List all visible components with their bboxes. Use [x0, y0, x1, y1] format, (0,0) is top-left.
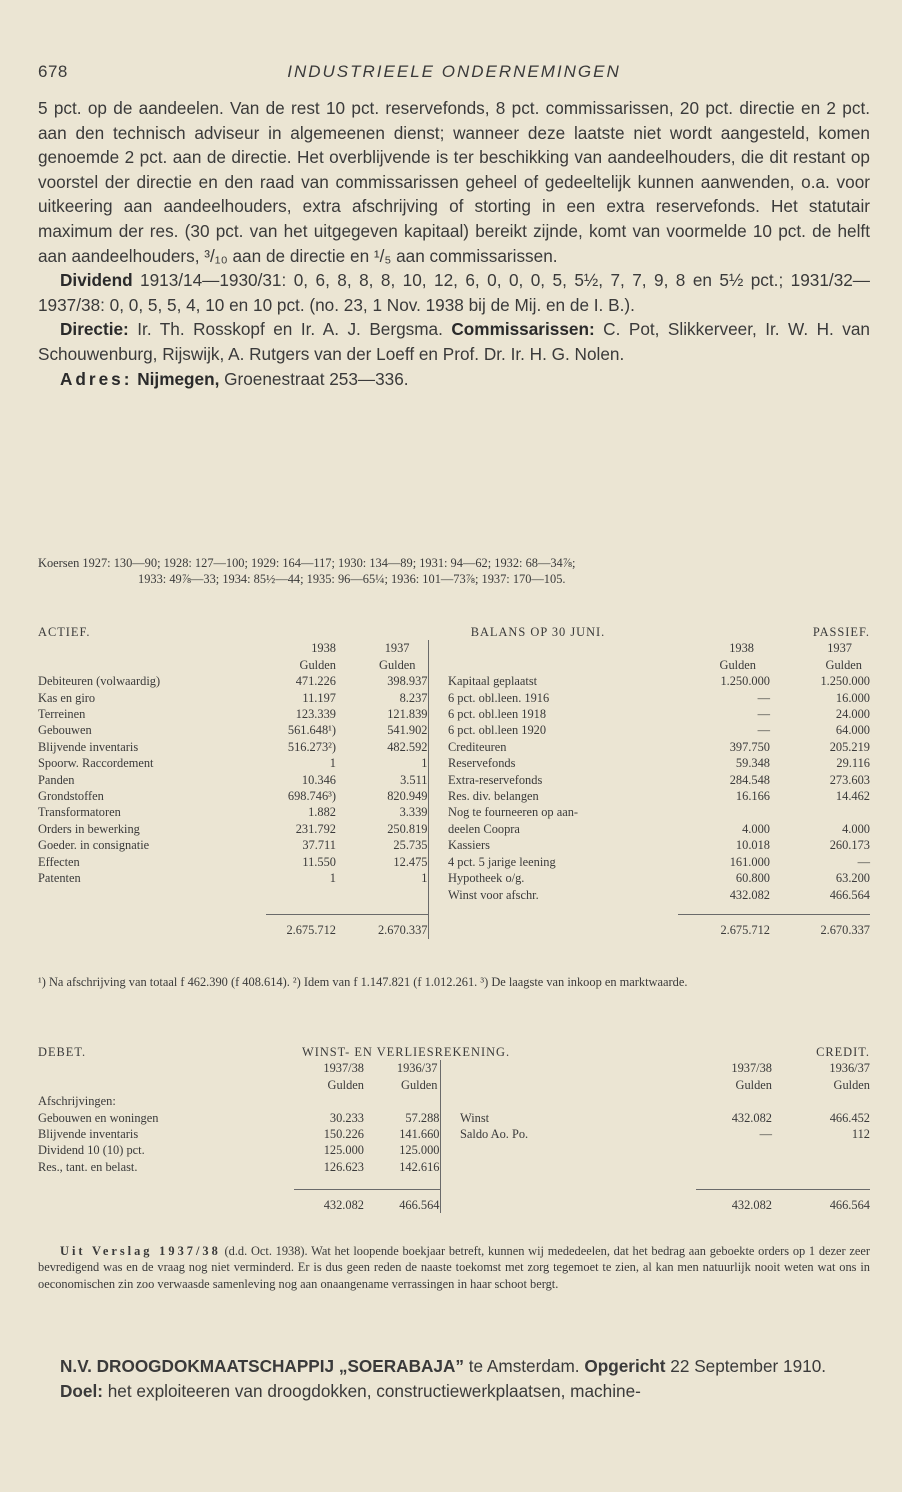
debet-item-label: Dividend 10 (10) pct.: [38, 1143, 145, 1158]
passief-item-label: Crediteuren: [448, 739, 507, 754]
actief-value-1937: 8.237: [399, 690, 428, 705]
directie-text: Ir. Th. Rosskopf en Ir. A. J. Bergsma.: [137, 319, 443, 340]
actief-value-1938: 516.273²): [287, 739, 336, 754]
passief-value-1938: 4.000: [742, 821, 770, 836]
passief-item-label: 6 pct. obl.leen 1918: [448, 707, 547, 722]
year-header: 1938: [311, 641, 336, 656]
passief-item-label: Hypotheek o/g.: [448, 871, 525, 886]
passief-value-1937: 24.000: [835, 707, 870, 722]
debet-item-label: Res., tant. en belast.: [38, 1159, 138, 1174]
debet-value-a: 126.623: [323, 1159, 364, 1174]
doel-text: het exploiteeren van droogdokken, constructiewerkplaatsen, machine-: [107, 1380, 641, 1401]
pl-row: [38, 1093, 870, 1109]
actief-value-1938: 11.550: [302, 854, 336, 869]
total-passief-1938: 2.675.712: [678, 915, 770, 939]
balance-sheet: [38, 624, 870, 939]
passief-value-1938: —: [757, 723, 770, 738]
pl-unit-row: [38, 1077, 870, 1093]
debet-value-b: 141.660: [399, 1127, 440, 1142]
passief-value-1938: —: [757, 690, 770, 705]
debet-value-b: 142.616: [399, 1159, 440, 1174]
actief-item-label: Blijvende inventaris: [38, 739, 139, 754]
passief-value-1938: 397.750: [729, 739, 770, 754]
actief-value-1938: 561.648¹): [287, 723, 336, 738]
balance-row: [38, 673, 870, 689]
verslag-label: Uit Verslag 1937/38: [60, 1244, 221, 1258]
profit-loss-account: [38, 1044, 870, 1213]
balance-row: [38, 804, 870, 820]
share-prices-line-2: 1933: 49⅞—33; 1934: 85½—44; 1935: 96—65¼; 1936: 101—73⅞; 1937: 170—105.: [138, 572, 566, 587]
balance-row: [38, 821, 870, 837]
actief-value-1938: 1: [329, 871, 336, 886]
passief-item-label: 6 pct. obl.leen 1920: [448, 723, 547, 738]
actief-value-1937: 12.475: [393, 854, 428, 869]
passief-item-label: Reservefonds: [448, 756, 516, 771]
actief-item-label: Spoorw. Raccordement: [38, 756, 154, 771]
actief-item-label: Terreinen: [38, 707, 86, 722]
credit-value-a: [696, 1142, 772, 1158]
balance-sheet-title-row: [38, 624, 870, 640]
unit-header: Gulden: [825, 657, 862, 672]
actief-value-1938: 471.226: [295, 674, 336, 689]
balance-year-row: [38, 640, 870, 656]
opgericht-date: 22 September 1910.: [670, 1356, 827, 1376]
passief-value-1938: [678, 804, 770, 820]
actief-value-1937: 121.839: [387, 707, 428, 722]
adres-text: Groenestraat 253—336.: [224, 368, 409, 389]
total-passief-1937: 2.670.337: [770, 915, 870, 939]
debet-item-label: Blijvende inventaris: [38, 1127, 139, 1142]
footnote-text: ¹) Na afschrijving van totaal f 462.390 (f 408.614). ²) Idem van f 1.147.821 (f 1.012.261. ³) De laagste van inkoop en marktwaarde.: [38, 975, 688, 989]
passief-item-label: Res. div. belangen: [448, 789, 539, 804]
credit-value-b: [772, 1142, 870, 1158]
balance-totals-row: [38, 915, 870, 939]
actief-value-1938: 698.746³): [287, 789, 336, 804]
passief-value-1938: 60.800: [735, 871, 770, 886]
annual-report-excerpt: [38, 1243, 870, 1292]
passief-value-1937: 14.462: [835, 789, 870, 804]
actief-value-1937: 25.735: [393, 838, 428, 853]
actief-value-1937: 398.937: [387, 674, 428, 689]
actief-value-1937: [336, 887, 428, 903]
debet-value-a: 30.233: [329, 1110, 364, 1125]
passief-value-1937: —: [857, 854, 870, 869]
actief-title: ACTIEF.: [38, 625, 91, 639]
debet-value-a: [294, 1093, 364, 1109]
actief-value-1938: 1.882: [308, 805, 336, 820]
unit-header: Gulden: [327, 1077, 364, 1092]
total-debet-a: 432.082: [294, 1189, 364, 1213]
credit-item-label: [460, 1093, 696, 1109]
actief-item-label: Goeder. in consignatie: [38, 838, 150, 853]
credit-value-a: [696, 1159, 772, 1175]
passief-value-1937: 16.000: [835, 690, 870, 705]
company-location: te Amsterdam.: [468, 1356, 580, 1376]
adres-label: Adres:: [60, 368, 133, 389]
share-prices-line-1: Koersen 1927: 130—90; 1928: 127—100; 1929: 164—117; 1930: 134—89; 1931: 94—62; 1932: 68—34⅞;: [38, 556, 576, 570]
balance-footnotes: [38, 974, 870, 990]
actief-item-label: Gebouwen: [38, 723, 92, 738]
passief-value-1938: 59.348: [735, 756, 770, 771]
total-credit-b: 466.564: [772, 1189, 870, 1213]
passief-item-label: Kassiers: [448, 838, 490, 853]
year-header: 1936/37: [396, 1061, 438, 1076]
balance-row: [38, 837, 870, 853]
balance-row: [38, 887, 870, 903]
directie-label: Directie:: [60, 319, 129, 340]
credit-item-label: [460, 1159, 696, 1175]
pl-row: [38, 1126, 870, 1142]
opgericht-label: Opgericht: [584, 1356, 666, 1376]
actief-item-label: Patenten: [38, 871, 81, 886]
passief-value-1938: 16.166: [735, 789, 770, 804]
total-credit-a: 432.082: [696, 1189, 772, 1213]
passief-item-label: 4 pct. 5 jarige leening: [448, 854, 556, 869]
debet-value-b: [364, 1093, 440, 1109]
actief-value-1938: 37.711: [302, 838, 336, 853]
unit-header: Gulden: [735, 1077, 772, 1092]
passief-value-1937: 64.000: [835, 723, 870, 738]
passief-item-label: 6 pct. obl.leen. 1916: [448, 690, 550, 705]
actief-value-1938: 10.346: [301, 772, 336, 787]
balance-row: [38, 690, 870, 706]
credit-value-b: [772, 1093, 870, 1109]
credit-value-b: 466.452: [829, 1110, 870, 1125]
actief-value-1937: 1: [421, 756, 428, 771]
actief-item-label: Transformatoren: [38, 805, 121, 820]
total-actief-1937: 2.670.337: [336, 915, 428, 939]
dividend-paragraph: [38, 268, 870, 317]
pl-row: [38, 1110, 870, 1126]
actief-item-label: Panden: [38, 772, 75, 787]
passief-item-label: Extra-reservefonds: [448, 772, 543, 787]
company-description: [38, 96, 870, 391]
credit-value-a: [696, 1093, 772, 1109]
actief-item-label: Orders in bewerking: [38, 821, 140, 836]
passief-item-label: deelen Coopra: [448, 821, 520, 836]
passief-value-1937: 63.200: [835, 871, 870, 886]
debet-item-label: Gebouwen en woningen: [38, 1110, 159, 1125]
balance-row: [38, 772, 870, 788]
credit-item-label: Winst: [460, 1110, 490, 1125]
credit-item-label: Saldo Ao. Po.: [460, 1127, 529, 1142]
company-heading: [38, 1354, 870, 1379]
balance-unit-row: [38, 657, 870, 673]
credit-value-b: 112: [851, 1127, 870, 1142]
passief-item-label: Kapitaal geplaatst: [448, 674, 538, 689]
passief-value-1937: 1.250.000: [820, 674, 870, 689]
balance-row: [38, 739, 870, 755]
running-title: INDUSTRIEELE ONDERNEMINGEN: [287, 62, 621, 81]
address-paragraph: [38, 367, 870, 392]
credit-item-label: [460, 1142, 696, 1158]
actief-item-label: Kas en giro: [38, 690, 96, 705]
credit-value-a: 432.082: [731, 1110, 772, 1125]
passief-value-1937: 466.564: [829, 887, 870, 902]
pl-totals-row: [38, 1189, 870, 1213]
doel-paragraph: [38, 1379, 870, 1404]
unit-header: Gulden: [379, 657, 416, 672]
actief-item-label: Effecten: [38, 854, 80, 869]
passief-value-1937: 29.116: [836, 756, 870, 771]
passief-value-1938: 161.000: [729, 854, 770, 869]
debet-value-a: 150.226: [323, 1127, 364, 1142]
actief-value-1938: [266, 887, 336, 903]
pl-title: WINST- EN VERLIESREKENING.: [302, 1045, 511, 1059]
debet-value-a: 125.000: [323, 1143, 364, 1158]
next-company-entry: [38, 1354, 870, 1403]
passief-value-1938: 1.250.000: [720, 674, 770, 689]
passief-value-1938: 432.082: [729, 887, 770, 902]
total-actief-1938: 2.675.712: [266, 915, 336, 939]
year-header: 1937/38: [731, 1061, 772, 1076]
management-paragraph: [38, 317, 870, 366]
passief-value-1938: —: [757, 707, 770, 722]
passief-value-1937: 205.219: [829, 739, 870, 754]
profit-distribution-paragraph: 5 pct. op de aandeelen. Van de rest 10 pct. reservefonds, 8 pct. commissarissen, 20 pct. directie en 2 pct. aan den technisch adviseur in algemeenen dienst; wanneer deze laatste niet wordt aangesteld, komen genoemde 2 pct. aan de directie. Het overblijvende is ter beschikking van aandeelhouders, die dit restant op voorstel der directie en den raad van commissarissen geheel of gedeeltelijk kunnen aanwenden, o.a. voor uitkeering aan aandeelhouders, extra afschrijving of storting in een extra reservefonds. Het statutair maximum der res. (30 pct. van het uitgegeven kapitaal) bereikt zijnde, komt van voormelde 10 pct. de helft aan aandeelhouders, ³/₁₀ aan de directie en ¹/₅ aan commissarissen.: [38, 98, 870, 266]
passief-title: PASSIEF.: [812, 625, 870, 639]
balance-row: [38, 755, 870, 771]
unit-header: Gulden: [401, 1077, 438, 1092]
passief-item-label: Nog te fourneeren op aan-: [448, 805, 579, 820]
actief-value-1937: 250.819: [387, 821, 428, 836]
balance-sheet-title: BALANS OP 30 JUNI.: [470, 625, 606, 639]
pl-title-row: [38, 1044, 870, 1060]
unit-header: Gulden: [833, 1077, 870, 1092]
balance-row: [38, 870, 870, 886]
debet-value-b: 57.288: [405, 1110, 440, 1125]
passief-value-1937: [770, 804, 870, 820]
balance-row: [38, 788, 870, 804]
balance-row: [38, 706, 870, 722]
actief-value-1937: 3.511: [400, 772, 428, 787]
actief-value-1937: 820.949: [387, 789, 428, 804]
doel-label: Doel:: [60, 1380, 103, 1401]
actief-item-label: Debiteuren (volwaardig): [38, 674, 161, 689]
unit-header: Gulden: [299, 657, 336, 672]
passief-value-1938: 284.548: [729, 772, 770, 787]
commissarissen-text: C. Pot, Slikkerveer, Ir. W. H. van Schouwenburg, Rijswijk, A. Rutgers van der Loeff en Prof. Dr. Ir. H. G. Nolen.: [38, 319, 870, 364]
year-header: 1936/37: [829, 1061, 870, 1076]
pl-row: [38, 1142, 870, 1158]
actief-value-1938: 11.197: [302, 690, 336, 705]
dividend-label: Dividend: [60, 270, 133, 291]
passief-value-1938: 10.018: [735, 838, 770, 853]
passief-item-label: Winst voor afschr.: [448, 887, 539, 902]
company-name: N.V. DROOGDOKMAATSCHAPPIJ „SOERABAJA”: [60, 1356, 464, 1376]
actief-value-1937: 541.902: [387, 723, 428, 738]
unit-header: Gulden: [719, 657, 756, 672]
passief-value-1937: 273.603: [829, 772, 870, 787]
year-header: 1937: [827, 641, 852, 656]
adres-city: Nijmegen,: [137, 368, 220, 389]
balance-row: [38, 854, 870, 870]
commissarissen-label: Commissarissen:: [451, 319, 595, 340]
credit-value-a: —: [759, 1127, 772, 1142]
actief-item-label: [38, 887, 266, 903]
actief-value-1938: 231.792: [295, 821, 336, 836]
debet-item-label: Afschrijvingen:: [38, 1094, 116, 1109]
actief-value-1937: 3.339: [399, 805, 428, 820]
debet-title: DEBET.: [38, 1045, 87, 1059]
credit-value-b: [772, 1159, 870, 1175]
dividend-text: 1913/14—1930/31: 0, 6, 8, 8, 8, 10, 12, 6, 0, 0, 0, 5, 5½, 7, 7, 9, 8 en 5½ pct.; 1931/32—1937/38: 0, 0, 5, 5, 4, 10 en 10 pct. (no. 23, 1 Nov. 1938 bij de Mij. en de I. B.).: [38, 270, 870, 315]
actief-value-1937: 1: [421, 871, 428, 886]
actief-value-1938: 123.339: [295, 707, 336, 722]
actief-value-1937: 482.592: [387, 739, 428, 754]
verslag-text: (d.d. Oct. 1938). Wat het loopende boekjaar betreft, kunnen wij mededeelen, dat het bedrag aan geboekte orders op 1 dezer zeer bevredigend was en de vraag nog niet verminderd. Er is dus geen reden de naaste toekomst met zorg tegemoet te zien, al kan men natuurlijk nooit weten wat ons in oeconomischen zin zoo verwaasde samenleving nog aan onaangename verrassingen in haar schoot bergt.: [38, 1244, 870, 1291]
passief-value-1937: 260.173: [829, 838, 870, 853]
share-prices: [38, 555, 870, 588]
pl-year-row: [38, 1060, 870, 1076]
total-debet-b: 466.564: [364, 1189, 440, 1213]
page-number: 678: [38, 62, 68, 81]
credit-title: CREDIT.: [816, 1045, 870, 1059]
actief-value-1938: 1: [329, 756, 336, 771]
page-header: [38, 62, 870, 84]
verslag-paragraph: [38, 1243, 870, 1292]
year-header: 1937: [384, 641, 410, 656]
actief-item-label: Grondstoffen: [38, 789, 104, 804]
balance-row: [38, 722, 870, 738]
pl-row: [38, 1159, 870, 1175]
debet-value-b: 125.000: [399, 1143, 440, 1158]
passief-value-1937: 4.000: [842, 821, 870, 836]
year-header: 1937/38: [323, 1061, 364, 1076]
year-header: 1938: [729, 641, 754, 656]
